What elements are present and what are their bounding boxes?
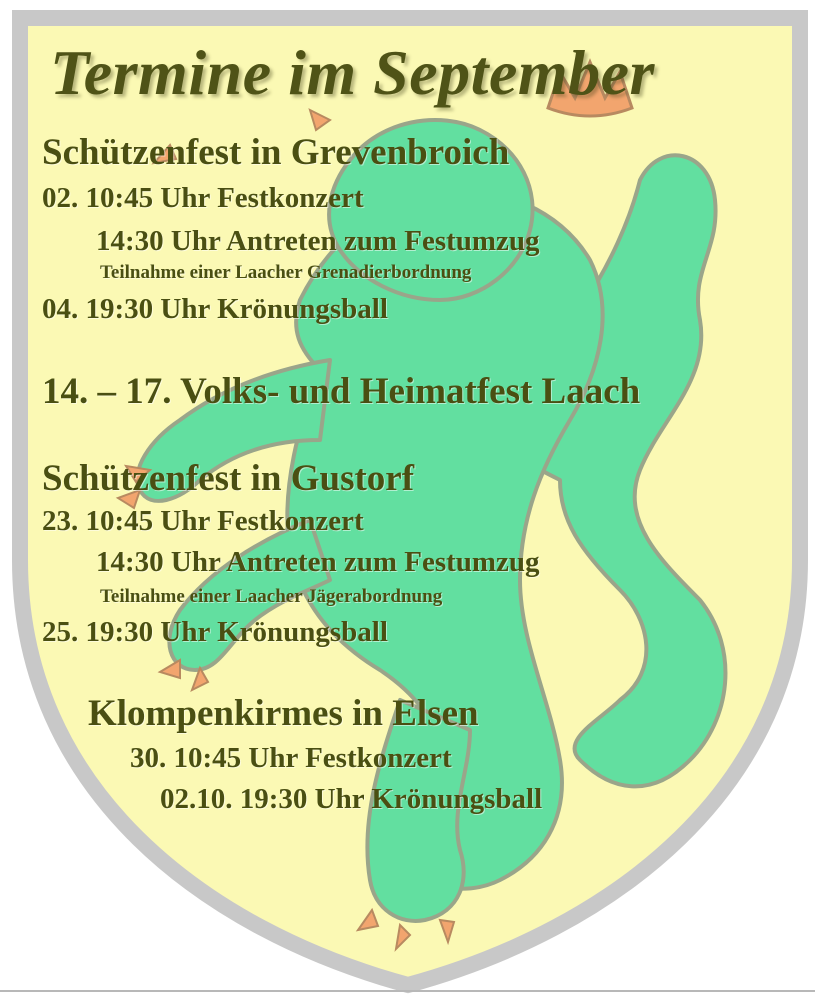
bottom-divider [0,990,815,992]
event-heading-elsen: Klompenkirmes in Elsen [88,693,479,734]
event-line-grevenbroich-1: 02. 10:45 Uhr Festkonzert [42,182,364,214]
page-title: Termine im September [50,37,655,108]
event-line-gustorf-1: 23. 10:45 Uhr Festkonzert [42,505,364,537]
event-heading-gustorf: Schützenfest in Gustorf [42,458,415,499]
event-line-grevenbroich-3: 04. 19:30 Uhr Krönungsball [42,293,388,325]
event-line-gustorf-2: 14:30 Uhr Antreten zum Festumzug [96,546,540,578]
event-heading-grevenbroich: Schützenfest in Grevenbroich [42,132,510,173]
event-note-gustorf: Teilnahme einer Laacher Jägerabordnung [100,586,443,607]
event-line-gustorf-3: 25. 19:30 Uhr Krönungsball [42,616,388,648]
event-heading-laach: 14. – 17. Volks- und Heimatfest Laach [42,371,641,412]
event-line-grevenbroich-2: 14:30 Uhr Antreten zum Festumzug [96,225,540,257]
event-line-elsen-2: 02.10. 19:30 Uhr Krönungsball [160,783,543,815]
event-note-grevenbroich: Teilnahme einer Laacher Grenadierbordnung [100,262,472,283]
event-line-elsen-1: 30. 10:45 Uhr Festkonzert [130,742,452,774]
